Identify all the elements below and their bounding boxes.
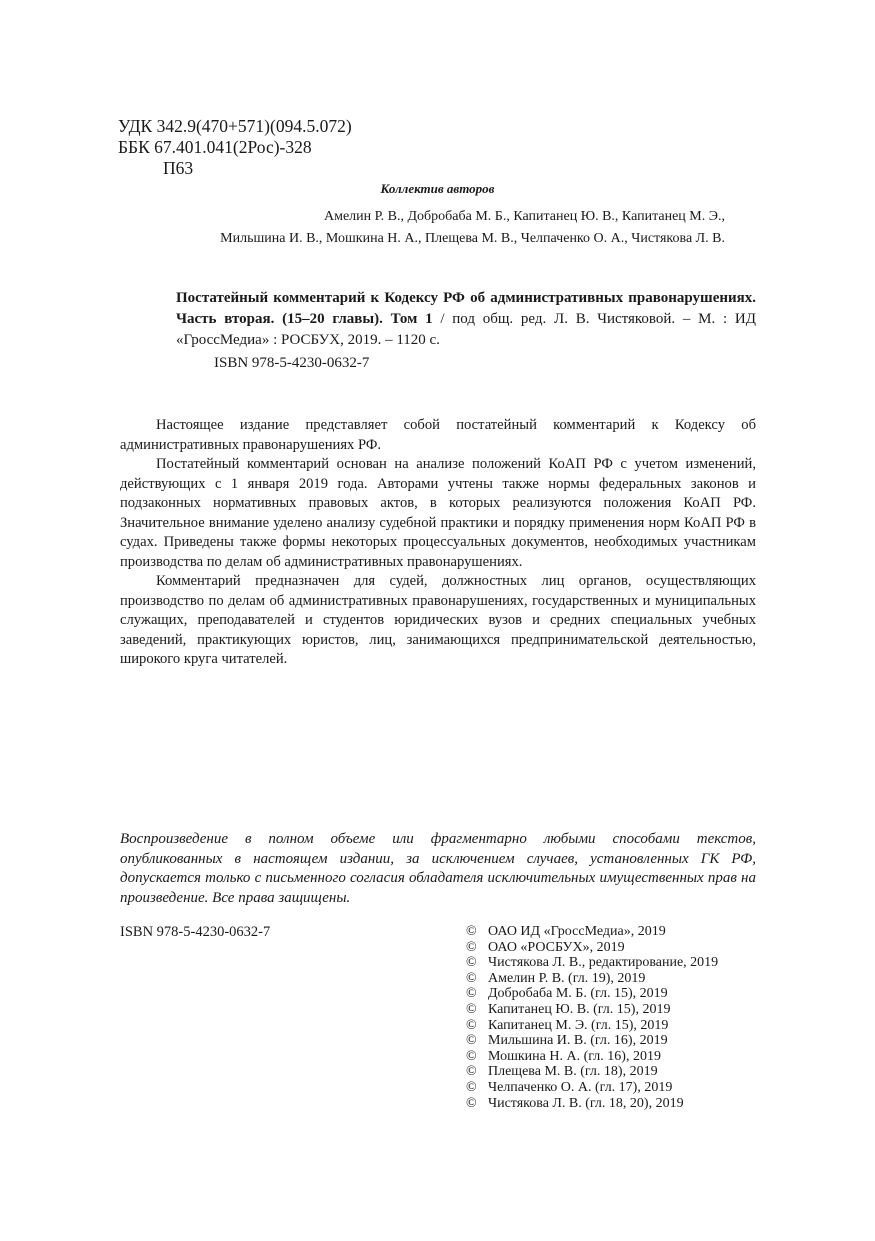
annotation-paragraph: Комментарий предназначен для судей, должностных лиц органов, осуществляющих производство по делам об административных правонарушениях, государственных и муниципальных служащих, преподавателей и студентов юридических вузов и средних специальных учебных заведений, практикующих юристов, лиц, занимающихся предпринимательской деятельностью, широкого круга читателей. — [120, 573, 756, 667]
copyright-holder: Челпаченко О. А. (гл. 17), 2019 — [488, 1079, 673, 1095]
bibliographic-record — [176, 288, 756, 351]
bbk-code: ББК 67.401.041(2Рос)-328 — [118, 137, 312, 157]
copyright-symbol: © — [466, 986, 477, 1002]
copyright-item — [466, 1002, 718, 1018]
authors-list — [150, 206, 725, 250]
annotation-paragraph: Постатейный комментарий основан на анализе положений КоАП РФ с учетом изменений, действующих с 1 января 2019 года. Авторами учтены также нормы федеральных законов и подзаконных нормативных правовых актов, в которых реализуются положения КоАП РФ. Значительное внимание уделено анализу судебной практики и порядку применения норм КоАП РФ в судах. Приведены также формы некоторых процессуальных документов, необходимых участникам производства по делам об административных правонарушениях. — [120, 456, 756, 570]
copyright-holder: Добробаба М. Б. (гл. 15), 2019 — [488, 986, 668, 1002]
copyright-symbol: © — [466, 924, 477, 939]
copyright-holder: ОАО «РОСБУХ», 2019 — [488, 939, 625, 955]
copyright-symbol: © — [466, 1017, 477, 1033]
isbn-bottom: ISBN 978-5-4230-0632-7 — [120, 924, 271, 940]
authors-line-1: Амелин Р. В., Добробаба М. Б., Капитанец Ю. В., Капитанец М. Э., — [323, 209, 725, 224]
copyright-holder: Чистякова Л. В., редактирование, 2019 — [488, 955, 719, 971]
isbn-top: ISBN 978-5-4230-0632-7 — [214, 355, 370, 371]
copyright-symbol: © — [466, 939, 477, 955]
book-title: Постатейный комментарий к Кодексу РФ об административных правонарушениях. Часть вторая. (15–20 главы). Том 1 — [176, 290, 756, 327]
copyright-symbol: © — [466, 1095, 477, 1111]
copyright-item — [466, 1033, 718, 1049]
reproduction-notice: Воспроизведение в полном объеме или фрагментарно любыми способами текстов, опубликованных в настоящем издании, за исключением случаев, установленных ГК РФ, допускается только с письменного согласия обладателя исключительных имущественных прав на произведение. Все права защищены. — [120, 831, 756, 906]
classification-codes — [118, 116, 352, 179]
copyright-holder: Мильшина И. В. (гл. 16), 2019 — [488, 1033, 668, 1049]
copyright-item — [466, 955, 718, 971]
udk-code: УДК 342.9(470+571)(094.5.072) — [118, 116, 352, 136]
copyright-item — [466, 1049, 718, 1065]
copyright-holder: Капитанец Ю. В. (гл. 15), 2019 — [488, 1001, 671, 1017]
copyright-symbol: © — [466, 1064, 477, 1080]
copyright-holder: Чистякова Л. В. (гл. 18, 20), 2019 — [488, 1095, 684, 1111]
authors-line-2: Мильшина И. В., Мошкина Н. А., Плещева М. В., Челпаченко О. А., Чистякова Л. В. — [220, 231, 725, 246]
copyright-item — [466, 1064, 718, 1080]
copyright-symbol: © — [466, 1079, 477, 1095]
copyright-item — [466, 1018, 718, 1034]
copyright-holder: Плещева М. В. (гл. 18), 2019 — [488, 1064, 658, 1080]
copyright-item — [466, 986, 718, 1002]
annotation — [120, 416, 756, 670]
collective-heading — [0, 181, 875, 197]
copyright-symbol: © — [466, 970, 477, 986]
copyright-symbol: © — [466, 1033, 477, 1049]
annotation-paragraph: Настоящее издание представляет собой постатейный комментарий к Кодексу об административных правонарушениях РФ. — [120, 417, 756, 453]
collective-heading-text: Коллектив авторов — [380, 181, 495, 196]
copyright-holder: Мошкина Н. А. (гл. 16), 2019 — [488, 1048, 661, 1064]
copyright-item — [466, 924, 718, 940]
copyright-item — [466, 1096, 718, 1112]
copyright-holder: ОАО ИД «ГроссМедиа», 2019 — [488, 924, 666, 939]
copyright-holder: Амелин Р. В. (гл. 19), 2019 — [488, 970, 646, 986]
copyright-item — [466, 1080, 718, 1096]
copyright-item — [466, 940, 718, 956]
copyright-symbol: © — [466, 955, 477, 971]
copyright-symbol: © — [466, 1048, 477, 1064]
book-details: / под общ. ред. Л. В. Чистяковой. – М. : ИД «ГроссМедиа» : РОСБУХ, 2019. – 1120 с. — [176, 311, 756, 348]
copyright-holder: Капитанец М. Э. (гл. 15), 2019 — [488, 1017, 669, 1033]
copyright-item — [466, 971, 718, 987]
author-mark: П63 — [163, 158, 194, 178]
copyright-symbol: © — [466, 1001, 477, 1017]
copyright-list — [466, 924, 718, 1111]
